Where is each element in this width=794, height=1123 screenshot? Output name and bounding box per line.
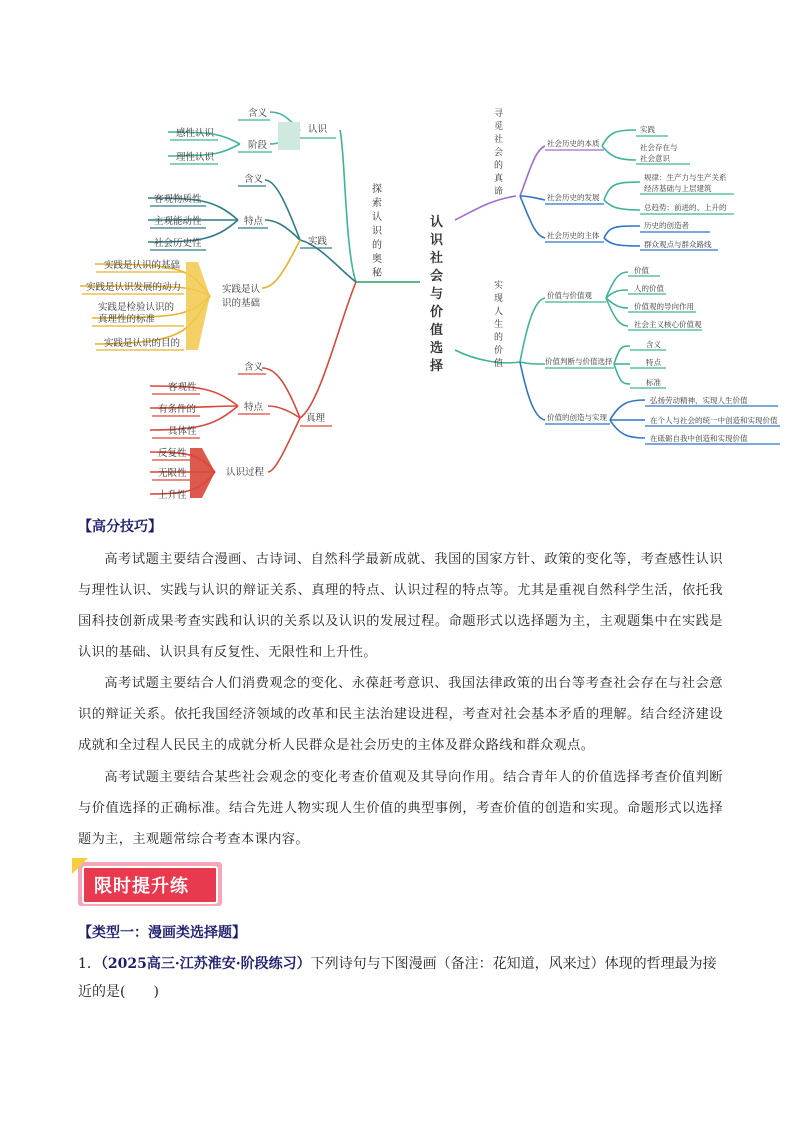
mm-renshi: 认识 <box>308 124 328 135</box>
mm-jz-chuangzao: 价值的创造与实现 <box>547 413 607 422</box>
svg-text:值: 值 <box>494 359 504 369</box>
mm-sh-f1a: 规律：生产力与生产关系 <box>644 173 727 182</box>
svg-text:的: 的 <box>372 240 382 251</box>
svg-text:择: 择 <box>430 359 444 374</box>
question-1 <box>78 950 728 1006</box>
svg-text:与: 与 <box>430 287 444 302</box>
tips-paragraph-3: 高考试题主要结合某些社会观念的变化考查价值观及其导向作用。结合青年人的价值选择考查价值判断与价值选择的正确标准。结合先进人物实现人生价值的典型事例，考查价值的创造和实现。命题形式以选择题为主，主观题常综合考查本课内容。 <box>78 770 723 847</box>
mm-jz-v2: 人的价值 <box>634 284 664 293</box>
mm-sh-z1: 历史的创造者 <box>644 221 689 230</box>
svg-text:社: 社 <box>494 135 504 145</box>
svg-text:认: 认 <box>430 215 444 230</box>
svg-text:索: 索 <box>372 198 382 209</box>
mm-zl-t2: 有条件的 <box>158 404 197 415</box>
svg-text:寻: 寻 <box>494 109 504 119</box>
mm-jz-x3: 标准 <box>646 378 661 387</box>
tips-paragraph-1: 高考试题主要结合漫画、古诗词、自然科学最新成就、我国的国家方针、政策的变化等，考查感性认识与理性认识、实践与认识的辩证关系、真理的特点、认识过程的特点等。尤其是重视自然科学生活，依托我国科技创新成果考查实践和认识的关系以及认识的发展过程。命题形式以选择题为主，主观题集中在实践是认识的基础、认识具有反复性、无限性和上升性。 <box>78 552 723 660</box>
mm-sh-benzhi: 社会历史的本质 <box>547 139 600 148</box>
mm-zl-g3: 上升性 <box>158 490 187 500</box>
mm-jz-x2: 特点 <box>646 358 661 367</box>
mm-jz-guan: 价值与价值观 <box>547 291 592 300</box>
svg-text:选: 选 <box>430 341 444 356</box>
question-source: （2025高三·江苏淮安·阶段练习） <box>100 956 311 972</box>
mm-sh-f2: 总趋势：前进的、上升的 <box>644 203 727 212</box>
mm-sj-t3: 社会历史性 <box>154 238 202 249</box>
mind-map <box>0 0 794 500</box>
mm-left-branch <box>372 182 383 279</box>
svg-text:现: 现 <box>494 294 504 304</box>
mm-sj-j1: 实践是认识的基础 <box>104 260 181 271</box>
svg-text:的: 的 <box>494 161 504 171</box>
mm-shijian: 实践 <box>308 236 328 247</box>
mm-shijian-hanyi: 含义 <box>244 174 264 185</box>
mm-ganxing: 感性认识 <box>176 128 215 139</box>
mm-jz-xuanze: 价值判断与价值选择 <box>545 357 613 366</box>
tips-heading: 【高分技巧】 <box>78 519 162 535</box>
mm-zl-g2: 无限性 <box>158 468 187 479</box>
mm-sh-b1: 实践 <box>640 125 655 134</box>
svg-text:会: 会 <box>430 269 444 284</box>
mm-sj-j2: 实践是认识发展的动力 <box>86 282 182 293</box>
svg-text:实: 实 <box>494 281 504 291</box>
svg-text:价: 价 <box>494 346 504 356</box>
mm-zl-t1: 客观性 <box>168 382 197 393</box>
question-number: 1． <box>78 956 101 972</box>
practice-banner <box>72 858 222 908</box>
svg-text:识: 识 <box>430 233 444 248</box>
svg-text:认: 认 <box>372 212 382 223</box>
mm-jz-x1: 含义 <box>646 340 661 349</box>
mm-sj-j4: 实践是认识的目的 <box>104 338 181 349</box>
mm-jz-c2: 在个人与社会的统一中创造和实现价值 <box>650 416 778 425</box>
mm-sh-fazhan: 社会历史的发展 <box>547 193 600 202</box>
svg-text:秘: 秘 <box>372 268 382 279</box>
mm-zl-tedian: 特点 <box>244 402 264 413</box>
mm-sh-z2: 群众观点与群众路线 <box>644 240 712 249</box>
mm-right-bottom-branch <box>494 279 503 369</box>
mm-sh-b2b: 社会意识 <box>640 154 670 163</box>
mm-renshi-jieduan: 阶段 <box>248 140 268 151</box>
svg-text:价: 价 <box>430 305 444 320</box>
mm-zl-hanyi: 含义 <box>244 362 264 373</box>
mm-sj-jichu-1: 实践是认 <box>222 284 261 295</box>
mm-jz-c1: 弘扬劳动精神，实现人生价值 <box>650 396 748 405</box>
mm-sh-zhuti: 社会历史的主体 <box>547 231 600 240</box>
mm-sj-j3a: 实践是检验认识的 <box>98 302 175 313</box>
svg-text:生: 生 <box>494 320 504 330</box>
svg-text:谛: 谛 <box>494 187 504 197</box>
type1-heading: 【类型一：漫画类选择题】 <box>78 925 246 941</box>
mm-zhenli: 真理 <box>306 413 326 424</box>
mm-lixing: 理性认识 <box>176 152 215 163</box>
svg-text:真: 真 <box>494 174 504 184</box>
mm-sj-t2: 主观能动性 <box>154 216 202 227</box>
svg-text:值: 值 <box>430 323 444 338</box>
mm-jz-v1: 价值 <box>634 266 649 275</box>
mm-sh-f1b: 经济基础与上层建筑 <box>644 184 712 193</box>
svg-text:觅: 觅 <box>494 122 504 132</box>
svg-text:社: 社 <box>430 251 444 266</box>
mm-jz-v3: 价值观的导向作用 <box>634 302 694 311</box>
svg-text:探: 探 <box>372 184 382 195</box>
question-text: 下列诗句与下图漫画（备注：花知道，风来过）体现的哲理最为接近的是( ) <box>78 956 717 1000</box>
svg-text:奥: 奥 <box>372 254 382 265</box>
mm-zl-guocheng: 认识过程 <box>226 467 265 478</box>
svg-text:会: 会 <box>494 148 504 158</box>
mm-center-title <box>429 215 444 374</box>
mm-sh-b2a: 社会存在与 <box>640 143 678 152</box>
mm-shijian-tedian: 特点 <box>244 216 264 227</box>
mm-jz-c3: 在砥砺自我中创造和实现价值 <box>650 434 748 443</box>
svg-text:的: 的 <box>494 333 504 343</box>
svg-text:人: 人 <box>494 307 504 317</box>
banner-label: 限时提升练 <box>94 876 189 897</box>
mm-zl-t3: 具体性 <box>168 426 197 437</box>
mm-sj-t1: 客观物质性 <box>154 194 202 205</box>
mm-zl-g1: 反复性 <box>158 448 187 459</box>
mm-sj-jichu-2: 识的基础 <box>222 298 261 309</box>
mm-right-top-branch <box>494 108 504 197</box>
mm-jz-v4: 社会主义核心价值观 <box>634 320 702 329</box>
mm-renshi-hanyi: 含义 <box>248 108 268 119</box>
tips-paragraph-2: 高考试题主要结合人们消费观念的变化、永葆赶考意识、我国法律政策的出台等考查社会存在与社会意识的辩证关系。依托我国经济领域的改革和民主法治建设进程，考查对社会基本矛盾的理解。结合经济建设成就和全过程人民民主的成就分析人民群众是社会历史的主体及群众路线和群众观点。 <box>78 676 723 753</box>
mm-sj-j3b: 真理性的标准 <box>98 314 156 325</box>
svg-text:识: 识 <box>372 226 382 237</box>
